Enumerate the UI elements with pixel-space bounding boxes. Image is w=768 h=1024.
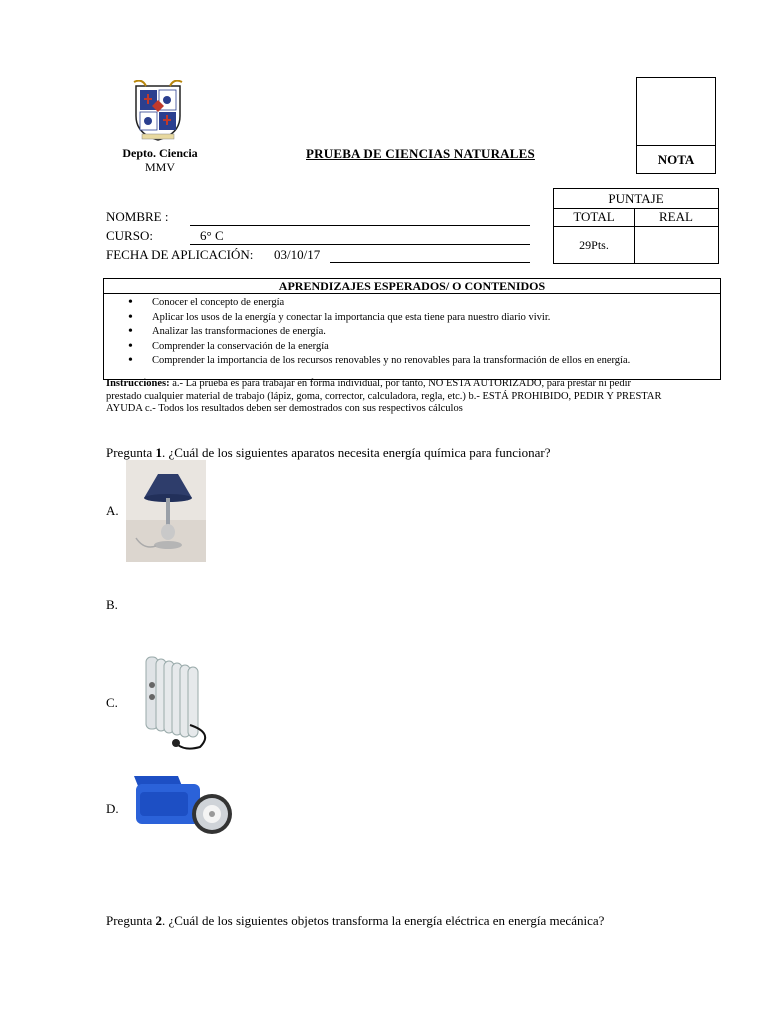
curso-value: 6° C [200, 228, 224, 243]
total-value: 29Pts. [579, 238, 609, 252]
fecha-label: FECHA DE APLICACIÓN: [106, 247, 254, 262]
instructions-text: a.- La prueba es para trabajar en forma individual, por tanto, NO ESTA AUTORIZADO, para prestar ni pedir prestado cualquier material de trabajo (lápiz, goma, corrector, calculadora, regla, etc.) b.- ESTÁ PROHIBIDO, PEDIR Y PRESTAR AYUDA c.- Todos los resultados deben ser demostrados con sus respectivos cálculos [106, 378, 662, 414]
school-crest-logo [132, 80, 184, 142]
option-a-label[interactable]: A. [106, 503, 119, 518]
question-1 [106, 445, 666, 460]
question-number: 1 [155, 445, 162, 460]
puntaje-header: PUNTAJE [554, 189, 718, 209]
nota-label: NOTA [657, 152, 695, 167]
heater-image [126, 645, 216, 753]
exam-title: PRUEBA DE CIENCIAS NATURALES [306, 146, 535, 161]
instructions [106, 378, 662, 416]
curso-line[interactable] [190, 244, 530, 245]
real-label: REAL [659, 209, 693, 224]
dept-name: Depto. Ciencia [122, 146, 198, 160]
fecha-line[interactable] [330, 262, 530, 263]
curso-label: CURSO: [106, 228, 153, 243]
goals-heading: APRENDIZAJES ESPERADOS/ O CONTENIDOS [104, 279, 720, 294]
option-b-label[interactable]: B. [106, 597, 118, 612]
department-label [104, 146, 216, 174]
fecha-value: 03/10/17 [274, 247, 321, 262]
goal-item: • Comprender la conservación de la energía [128, 340, 720, 355]
lamp-image [126, 460, 206, 562]
nota-box [636, 77, 716, 174]
score-table [553, 188, 719, 264]
nombre-line[interactable] [190, 225, 530, 226]
nombre-label: NOMBRE : [106, 209, 169, 224]
question-number: 2 [155, 913, 162, 928]
question-prefix: Pregunta [106, 445, 156, 460]
question-prefix: Pregunta [106, 913, 156, 928]
goal-item: • Comprender la importancia de los recursos renovables y no renovables para la transformación de ellos en energía. [128, 354, 720, 369]
question-text: . ¿Cuál de los siguientes objetos transforma la energía eléctrica en energía mecánica? [161, 913, 605, 928]
total-label: TOTAL [573, 209, 615, 224]
goal-item: • Analizar las transformaciones de energía. [128, 325, 720, 340]
option-c-label[interactable]: C. [106, 695, 118, 710]
instructions-label: Instrucciones: [106, 378, 170, 389]
goal-item: • Conocer el concepto de energía [128, 296, 720, 311]
learning-goals-box [103, 278, 721, 380]
question-2 [106, 913, 646, 928]
goals-list [104, 296, 720, 369]
option-d-label[interactable]: D. [106, 801, 119, 816]
dept-sub: MMV [144, 160, 175, 174]
question-text: . ¿Cuál de los siguientes aparatos necesita energía química para funcionar? [161, 445, 551, 460]
flashlight-image [126, 762, 234, 850]
goal-item: • Aplicar los usos de la energía y conectar la importancia que esta tiene para nuestro diario vivir. [128, 311, 720, 326]
